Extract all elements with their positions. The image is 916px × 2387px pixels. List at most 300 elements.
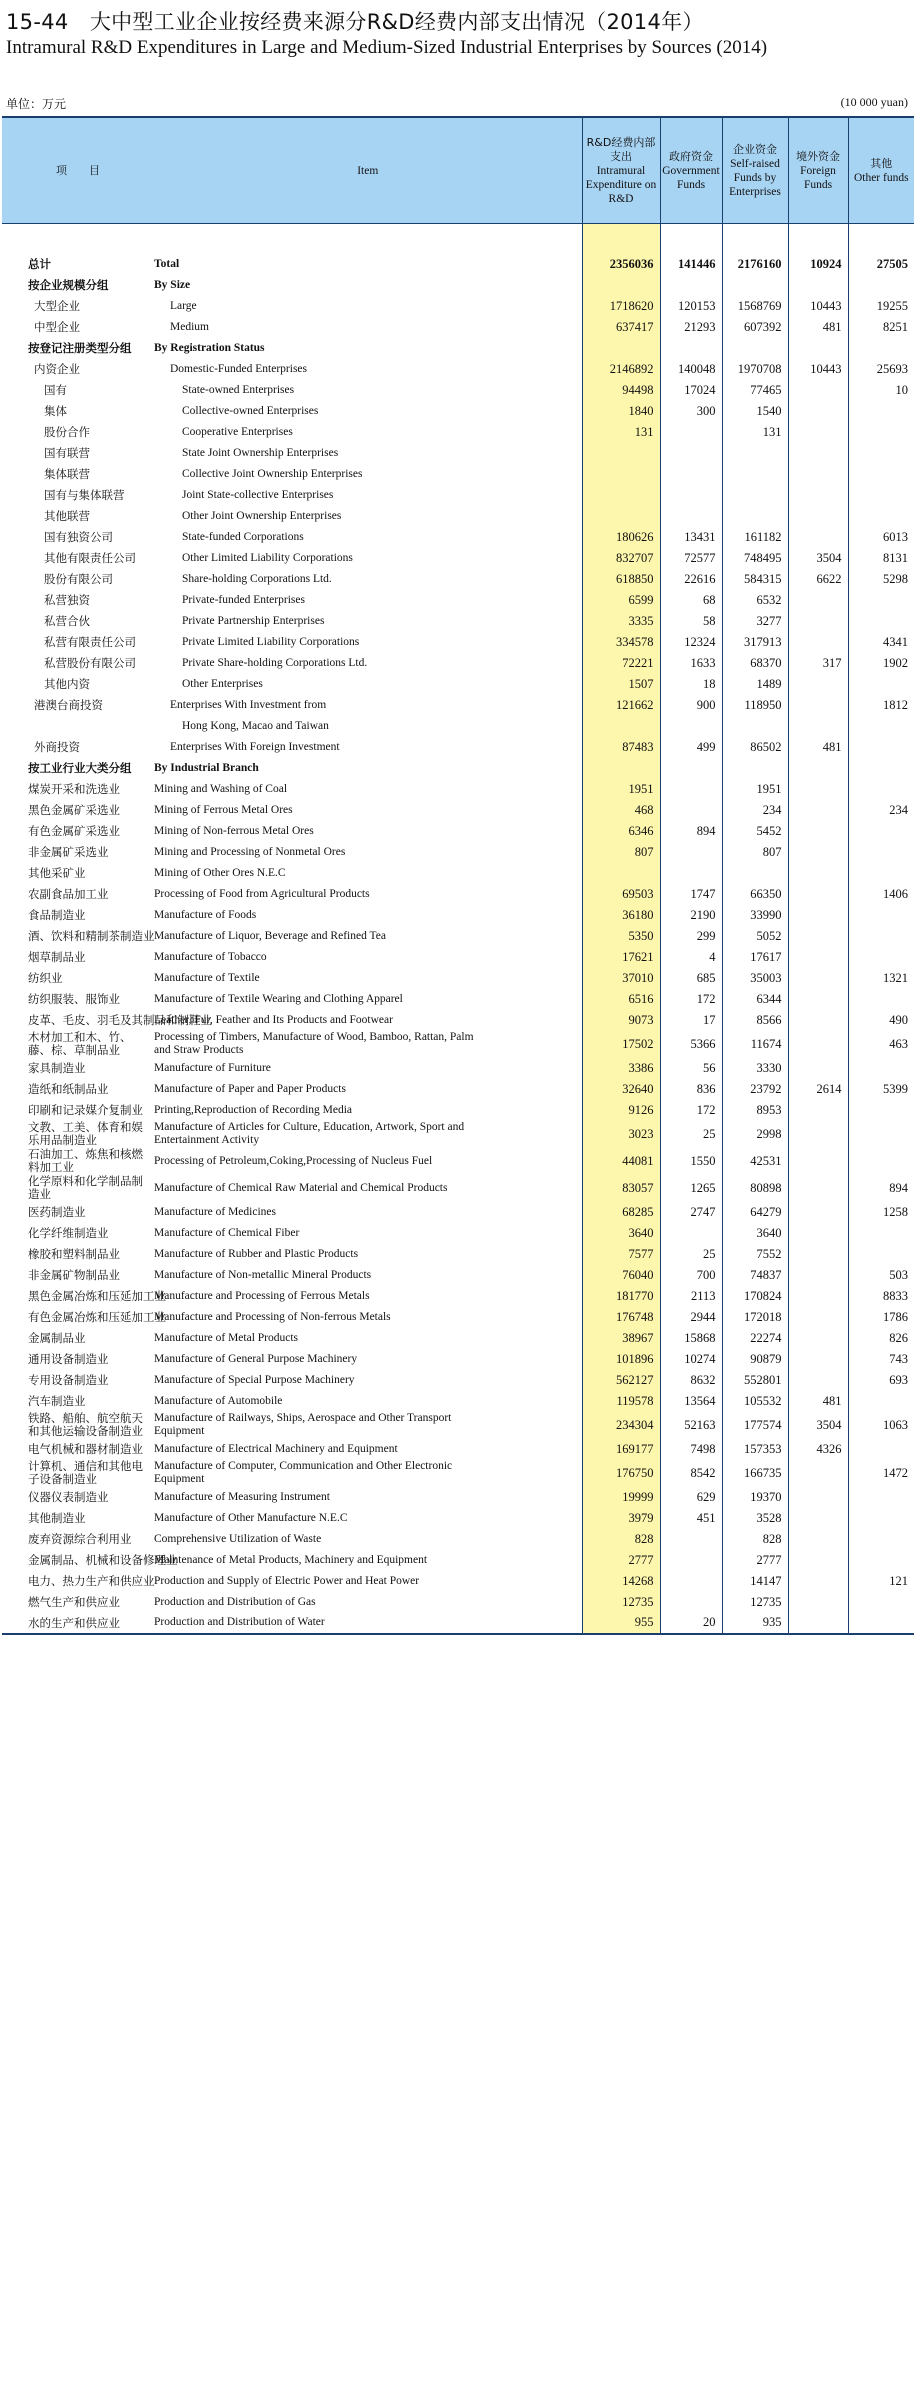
header-col-intramural-cn: R&D经费内部支出: [586, 135, 656, 163]
value-intramural: 69503: [582, 884, 660, 905]
row-label-cn: 汽车制造业: [28, 1394, 86, 1408]
value-intramural: 7577: [582, 1244, 660, 1265]
value-government: 10274: [660, 1349, 722, 1370]
value-self-raised: 170824: [722, 1286, 788, 1307]
value-foreign: [788, 1058, 848, 1079]
row-label-cn: 集体: [44, 404, 67, 418]
value-other: 6013: [848, 527, 914, 548]
row-label-cn: 文教、工美、体育和娱乐用品制造业: [28, 1120, 143, 1147]
value-other: 693: [848, 1370, 914, 1391]
value-foreign: [788, 506, 848, 527]
value-other: [848, 443, 914, 464]
row-label-cn: 通用设备制造业: [28, 1352, 109, 1366]
value-intramural: 12735: [582, 1592, 660, 1613]
value-government: 25: [660, 1244, 722, 1265]
value-intramural: 169177: [582, 1439, 660, 1460]
row-label-en: Processing of Food from Agricultural Products: [154, 887, 370, 900]
value-foreign: [788, 1328, 848, 1349]
value-other: [848, 1058, 914, 1079]
value-foreign: [788, 1592, 848, 1613]
row-label-cn: 按登记注册类型分组: [28, 341, 132, 355]
header-col-other: [848, 117, 914, 224]
value-government: 172: [660, 1100, 722, 1121]
row-label-en: Manufacture of Paper and Paper Products: [154, 1082, 346, 1095]
value-government: 4: [660, 947, 722, 968]
row-label-cn: 大型企业: [34, 299, 80, 313]
row-label-cn: 其他采矿业: [28, 866, 86, 880]
value-foreign: [788, 1265, 848, 1286]
value-other: 121: [848, 1571, 914, 1592]
value-self-raised: 105532: [722, 1391, 788, 1412]
spacer-cell: [2, 224, 154, 254]
row-label-en: Other Joint Ownership Enterprises: [182, 509, 342, 522]
value-other: [848, 611, 914, 632]
value-foreign: [788, 800, 848, 821]
table-body: [2, 224, 914, 1634]
row-label-cn: 有色金属冶炼和压延加工业: [28, 1310, 166, 1324]
value-self-raised: 7552: [722, 1244, 788, 1265]
table-row: [2, 905, 914, 926]
value-intramural: 3640: [582, 1223, 660, 1244]
value-foreign: [788, 1349, 848, 1370]
value-self-raised: [722, 863, 788, 884]
value-intramural: 121662: [582, 695, 660, 716]
value-intramural: 6516: [582, 989, 660, 1010]
row-label-cn: 私营有限责任公司: [44, 635, 136, 649]
row-label-cn: 港澳台商投资: [34, 698, 103, 712]
value-self-raised: 607392: [722, 317, 788, 338]
row-label-en: Mining and Processing of Nonmetal Ores: [154, 845, 346, 858]
row-label-en: Private Partnership Enterprises: [182, 614, 325, 627]
value-other: 4341: [848, 632, 914, 653]
row-label-en: Large: [170, 299, 197, 312]
value-other: [848, 1148, 914, 1175]
value-other: 19255: [848, 296, 914, 317]
value-other: [848, 674, 914, 695]
row-label-cn: 石油加工、炼焦和核燃料加工业: [28, 1147, 143, 1174]
value-other: 1812: [848, 695, 914, 716]
value-self-raised: 22274: [722, 1328, 788, 1349]
value-self-raised: 86502: [722, 737, 788, 758]
value-self-raised: 234: [722, 800, 788, 821]
row-label-cn: 集体联营: [44, 467, 90, 481]
row-label-en: Private Limited Liability Corporations: [182, 635, 360, 648]
value-foreign: 3504: [788, 1412, 848, 1439]
table-row: [2, 1529, 914, 1550]
value-government: [660, 1550, 722, 1571]
table-row: [2, 1613, 914, 1634]
value-self-raised: [722, 464, 788, 485]
table-row: [2, 1307, 914, 1328]
value-intramural: 828: [582, 1529, 660, 1550]
value-government: 140048: [660, 359, 722, 380]
value-intramural: 1951: [582, 779, 660, 800]
value-government: [660, 1571, 722, 1592]
value-other: [848, 1391, 914, 1412]
header-row: [2, 117, 914, 224]
value-self-raised: 19370: [722, 1487, 788, 1508]
value-government: 299: [660, 926, 722, 947]
header-col-self-raised-cn: 企业资金: [733, 142, 777, 156]
table-row: [2, 821, 914, 842]
value-intramural: 83057: [582, 1175, 660, 1202]
row-label-cn: 计算机、通信和其他电子设备制造业: [28, 1459, 143, 1486]
value-self-raised: [722, 275, 788, 296]
value-self-raised: 11674: [722, 1031, 788, 1058]
value-government: 13564: [660, 1391, 722, 1412]
value-foreign: 10443: [788, 359, 848, 380]
spacer-row: [2, 224, 914, 254]
value-government: 120153: [660, 296, 722, 317]
row-label-cn: 金属制品、机械和设备修理业: [28, 1553, 178, 1567]
unit-label-cn: 单位：万元: [6, 97, 67, 111]
table-row: [2, 359, 914, 380]
row-label-en: Printing,Reproduction of Recording Media: [154, 1103, 353, 1116]
row-label-en: Total: [154, 257, 180, 270]
row-label-cn: 仪器仪表制造业: [28, 1490, 109, 1504]
value-self-raised: [722, 338, 788, 359]
value-foreign: [788, 1571, 848, 1592]
value-government: 5366: [660, 1031, 722, 1058]
table-row: [2, 1328, 914, 1349]
value-intramural: 1840: [582, 401, 660, 422]
value-self-raised: 42531: [722, 1148, 788, 1175]
value-government: 13431: [660, 527, 722, 548]
value-other: 8251: [848, 317, 914, 338]
row-label-cn: 私营独资: [44, 593, 90, 607]
row-label-en: State-funded Corporations: [182, 530, 304, 543]
value-self-raised: 17617: [722, 947, 788, 968]
table-row: [2, 863, 914, 884]
table-row: [2, 1487, 914, 1508]
spacer-cell: [154, 224, 582, 254]
value-other: 1258: [848, 1202, 914, 1223]
value-intramural: 5350: [582, 926, 660, 947]
row-label-en: Processing of Petroleum,Coking,Processing of Nucleus Fuel: [154, 1154, 433, 1167]
table-row: [2, 737, 914, 758]
value-government: [660, 485, 722, 506]
value-foreign: [788, 1223, 848, 1244]
value-other: 826: [848, 1328, 914, 1349]
row-label-cn: 木材加工和木、竹、藤、棕、草制品业: [28, 1030, 132, 1057]
value-government: 21293: [660, 317, 722, 338]
value-intramural: 19999: [582, 1487, 660, 1508]
value-self-raised: 748495: [722, 548, 788, 569]
value-government: 1265: [660, 1175, 722, 1202]
row-label-en: Manufacture of Furniture: [154, 1061, 271, 1074]
value-intramural: 14268: [582, 1571, 660, 1592]
value-other: 1063: [848, 1412, 914, 1439]
value-government: 900: [660, 695, 722, 716]
row-label-cn: 造纸和纸制品业: [28, 1082, 109, 1096]
value-other: [848, 1223, 914, 1244]
value-government: 1633: [660, 653, 722, 674]
value-government: 499: [660, 737, 722, 758]
value-foreign: [788, 422, 848, 443]
value-intramural: 3023: [582, 1121, 660, 1148]
row-label-en: Collective Joint Ownership Enterprises: [182, 467, 363, 480]
row-label-cn: 总计: [28, 257, 51, 271]
value-intramural: 32640: [582, 1079, 660, 1100]
row-label-en: Production and Distribution of Water: [154, 1613, 582, 1634]
header-col-foreign-cn: 境外资金: [796, 149, 840, 163]
header-col-intramural: [582, 117, 660, 224]
value-self-raised: 3640: [722, 1223, 788, 1244]
header-col-other-en: Other funds: [853, 171, 909, 184]
row-label-en: Other Enterprises: [182, 677, 263, 690]
value-government: 17: [660, 1010, 722, 1031]
row-label-en: Manufacture of Medicines: [154, 1205, 276, 1218]
value-foreign: [788, 1100, 848, 1121]
row-label-en: Manufacture of Other Manufacture N.E.C: [154, 1511, 348, 1524]
value-self-raised: 172018: [722, 1307, 788, 1328]
table-row: [2, 1286, 914, 1307]
table-row: [2, 1265, 914, 1286]
value-self-raised: 14147: [722, 1571, 788, 1592]
value-self-raised: 80898: [722, 1175, 788, 1202]
value-intramural: 38967: [582, 1328, 660, 1349]
value-government: 68: [660, 590, 722, 611]
row-label-cn: 纺织业: [28, 971, 63, 985]
row-label-en: Manufacture and Processing of Ferrous Metals: [154, 1289, 370, 1302]
value-foreign: [788, 674, 848, 695]
section-row: [2, 275, 914, 296]
row-label-cn: 其他有限责任公司: [44, 551, 136, 565]
header-col-foreign-en: Foreign Funds: [800, 164, 836, 191]
value-self-raised: 5052: [722, 926, 788, 947]
table-row: [2, 779, 914, 800]
value-government: [660, 1223, 722, 1244]
value-other: [848, 779, 914, 800]
table-row: [2, 1175, 914, 1202]
value-foreign: [788, 821, 848, 842]
table-row: [2, 947, 914, 968]
value-government: [660, 842, 722, 863]
value-other: [848, 275, 914, 296]
value-foreign: [788, 1487, 848, 1508]
value-self-raised: 8566: [722, 1010, 788, 1031]
value-self-raised: 5452: [722, 821, 788, 842]
row-label-en: Share-holding Corporations Ltd.: [182, 572, 332, 585]
row-label-en: Manufacture of Textile Wearing and Clothing Apparel: [154, 992, 403, 1005]
value-government: 8542: [660, 1460, 722, 1487]
table-row: [2, 1592, 914, 1613]
value-foreign: [788, 1307, 848, 1328]
value-intramural: [582, 485, 660, 506]
value-other: [848, 590, 914, 611]
row-label-en: Manufacture of Tobacco: [154, 950, 267, 963]
row-label-cn: 内资企业: [34, 362, 80, 376]
table-row: [2, 1058, 914, 1079]
value-self-raised: 131: [722, 422, 788, 443]
row-label-en: Mining and Washing of Coal: [154, 782, 288, 795]
header-col-self-raised: [722, 117, 788, 224]
value-other: [848, 1244, 914, 1265]
value-intramural: 94498: [582, 380, 660, 401]
table-row: [2, 653, 914, 674]
row-label-en: Enterprises With Foreign Investment: [170, 740, 340, 753]
value-government: [660, 800, 722, 821]
value-intramural: 955: [582, 1613, 660, 1634]
data-table: [2, 116, 914, 1635]
row-label-cn: 医药制造业: [28, 1205, 86, 1219]
value-government: [660, 464, 722, 485]
row-label-cn: 农副食品加工业: [28, 887, 109, 901]
table-title-cn: 15-44 大中型工业企业按经费来源分R&D经费内部支出情况（2014年）: [6, 10, 704, 34]
value-foreign: [788, 989, 848, 1010]
value-other: 1786: [848, 1307, 914, 1328]
row-label-en: Manufacture of Railways, Ships, Aerospace and Other Transport Equipment: [154, 1412, 452, 1437]
value-intramural: 234304: [582, 1412, 660, 1439]
row-label-cn: 外商投资: [34, 740, 80, 754]
table-row: [2, 401, 914, 422]
row-label-cn: 纺织服装、服饰业: [28, 992, 120, 1006]
value-intramural: 562127: [582, 1370, 660, 1391]
header-item-en: Item: [154, 117, 582, 224]
row-label-en: Leather, Fur, Feather and Its Products and Footwear: [154, 1013, 393, 1026]
row-label-cn: 电力、热力生产和供应业: [28, 1574, 155, 1588]
table-row: [2, 506, 914, 527]
value-intramural: 17502: [582, 1031, 660, 1058]
value-other: [848, 1439, 914, 1460]
value-other: [848, 758, 914, 779]
spacer-cell: [582, 224, 660, 254]
value-government: [660, 758, 722, 779]
row-label-cn: 股份有限公司: [44, 572, 113, 586]
row-label-en: Mining of Other Ores N.E.C: [154, 866, 286, 879]
spacer-cell: [848, 224, 914, 254]
table-row: [2, 590, 914, 611]
row-label-cn: 黑色金属冶炼和压延加工业: [28, 1289, 166, 1303]
table-row: [2, 1508, 914, 1529]
table-row: [2, 1244, 914, 1265]
value-self-raised: 2777: [722, 1550, 788, 1571]
value-self-raised: 2176160: [722, 254, 788, 275]
value-self-raised: 552801: [722, 1370, 788, 1391]
row-label-cn: 私营合伙: [44, 614, 90, 628]
row-label-en: Manufacture of Textile: [154, 971, 260, 984]
row-label-en: By Industrial Branch: [154, 761, 259, 774]
header-col-other-cn: 其他: [870, 156, 893, 170]
section-row: [2, 338, 914, 359]
value-other: [848, 863, 914, 884]
row-label-en: Cooperative Enterprises: [182, 425, 293, 438]
value-foreign: [788, 401, 848, 422]
value-foreign: [788, 527, 848, 548]
value-intramural: 2777: [582, 1550, 660, 1571]
table-row: [2, 1391, 914, 1412]
value-foreign: [788, 842, 848, 863]
value-government: 20: [660, 1613, 722, 1634]
row-label-cn: 非金属矿采选业: [28, 845, 109, 859]
value-intramural: 44081: [582, 1148, 660, 1175]
row-label-cn: 黑色金属矿采选业: [28, 803, 120, 817]
table-row: [2, 1460, 914, 1487]
value-other: [848, 716, 914, 737]
row-label-cn: 水的生产和供应业: [2, 1613, 154, 1634]
value-intramural: 807: [582, 842, 660, 863]
row-label-cn: 有色金属矿采选业: [28, 824, 120, 838]
value-foreign: 2614: [788, 1079, 848, 1100]
row-label-en: Private Share-holding Corporations Ltd.: [182, 656, 368, 669]
value-self-raised: 1970708: [722, 359, 788, 380]
row-label-en: Manufacture of Special Purpose Machinery: [154, 1373, 355, 1386]
value-other: [848, 1100, 914, 1121]
row-label-en: Manufacture of Chemical Raw Material and Chemical Products: [154, 1181, 448, 1194]
table-row: [2, 632, 914, 653]
row-label-cn: 酒、饮料和精制茶制造业: [28, 929, 155, 943]
row-label-en: Mining of Ferrous Metal Ores: [154, 803, 293, 816]
value-intramural: 637417: [582, 317, 660, 338]
row-label-cn: 其他内资: [44, 677, 90, 691]
value-other: [848, 737, 914, 758]
spacer-cell: [788, 224, 848, 254]
value-foreign: 6622: [788, 569, 848, 590]
table-row: [2, 1571, 914, 1592]
value-foreign: [788, 1202, 848, 1223]
value-foreign: [788, 758, 848, 779]
value-self-raised: [722, 716, 788, 737]
value-foreign: [788, 443, 848, 464]
value-government: 8632: [660, 1370, 722, 1391]
header-col-government: [660, 117, 722, 224]
row-label-en: Manufacture of Non-metallic Mineral Products: [154, 1268, 372, 1281]
header-col-government-cn: 政府资金: [669, 149, 713, 163]
table-row: [2, 695, 914, 716]
value-foreign: [788, 1244, 848, 1265]
row-label-en: Joint State-collective Enterprises: [182, 488, 334, 501]
row-label-en: Manufacture and Processing of Non-ferrous Metals: [154, 1310, 391, 1323]
value-foreign: 4326: [788, 1439, 848, 1460]
value-intramural: 3979: [582, 1508, 660, 1529]
value-self-raised: [722, 485, 788, 506]
table-row: [2, 716, 914, 737]
value-foreign: [788, 1529, 848, 1550]
table-row: [2, 926, 914, 947]
value-self-raised: 77465: [722, 380, 788, 401]
row-label-en: Production and Distribution of Gas: [154, 1595, 316, 1608]
value-intramural: 181770: [582, 1286, 660, 1307]
value-foreign: [788, 1148, 848, 1175]
value-intramural: [582, 464, 660, 485]
row-label-en: Manufacture of Rubber and Plastic Products: [154, 1247, 359, 1260]
row-label-cn: 皮革、毛皮、羽毛及其制品和制鞋业: [28, 1013, 212, 1027]
value-government: [660, 779, 722, 800]
value-other: [848, 1487, 914, 1508]
value-foreign: 481: [788, 737, 848, 758]
row-label-cn: 煤炭开采和洗选业: [28, 782, 120, 796]
row-label-en: Medium: [170, 320, 209, 333]
unit-label-en: (10 000 yuan): [840, 95, 908, 109]
value-intramural: 17621: [582, 947, 660, 968]
table-row: [2, 968, 914, 989]
value-government: 451: [660, 1508, 722, 1529]
value-self-raised: 74837: [722, 1265, 788, 1286]
value-self-raised: [722, 443, 788, 464]
value-intramural: [582, 443, 660, 464]
value-foreign: [788, 884, 848, 905]
value-self-raised: [722, 506, 788, 527]
value-foreign: [788, 905, 848, 926]
value-government: 12324: [660, 632, 722, 653]
value-government: [660, 863, 722, 884]
value-intramural: 9073: [582, 1010, 660, 1031]
row-label-cn: 国有联营: [44, 446, 90, 460]
row-label-cn: 金属制品业: [28, 1331, 86, 1345]
header-col-self-raised-en: Self-raised Funds by Enterprises: [729, 157, 781, 198]
table-row: [2, 317, 914, 338]
value-self-raised: 1489: [722, 674, 788, 695]
